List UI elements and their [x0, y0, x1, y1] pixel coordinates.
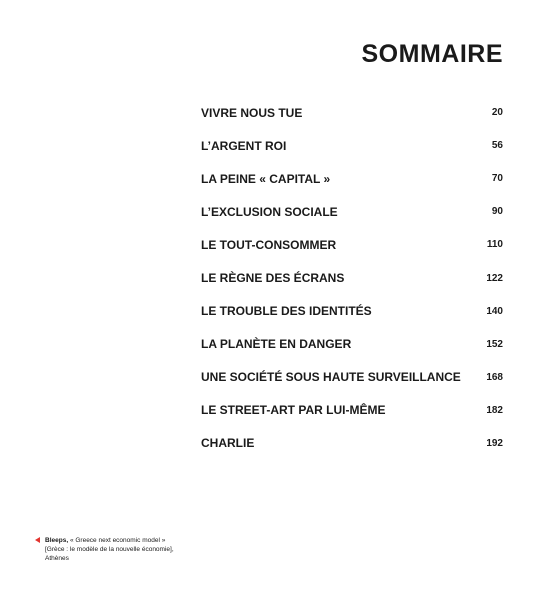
toc-entry-title: UNE SOCIÉTÉ SOUS HAUTE SURVEILLANCE — [201, 370, 461, 385]
toc-entry-page-number: 70 — [491, 173, 503, 185]
toc-entry-page-number: 90 — [491, 206, 503, 218]
toc-entry[interactable] — [201, 195, 503, 228]
toc-entry[interactable] — [201, 295, 503, 328]
toc-entry-page-number: 152 — [486, 338, 503, 350]
left-pointer-icon — [35, 537, 40, 543]
toc-entry[interactable] — [201, 228, 503, 261]
toc-entry[interactable] — [201, 427, 503, 460]
toc-entry-title: LE RÈGNE DES ÉCRANS — [201, 271, 345, 286]
toc-entry-title: L’EXCLUSION SOCIALE — [201, 204, 338, 219]
toc-entry[interactable] — [201, 162, 503, 195]
toc-entry-page-number: 110 — [486, 239, 503, 251]
toc-entry-title: CHARLIE — [201, 436, 255, 451]
toc-entry-page-number: 168 — [486, 371, 503, 383]
toc-entry-title: VIVRE NOUS TUE — [201, 105, 303, 120]
caption-work-title: « Greece next economic model » — [69, 537, 166, 544]
toc-entry-page-number: 56 — [491, 140, 503, 152]
toc-entry-title: LE TROUBLE DES IDENTITÉS — [201, 304, 372, 319]
toc-entry-title: LA PLANÈTE EN DANGER — [201, 337, 352, 352]
toc-entry[interactable] — [201, 361, 503, 394]
toc-entry[interactable] — [201, 261, 503, 294]
page-title: SOMMAIRE — [361, 40, 503, 68]
toc-entry[interactable] — [201, 96, 503, 129]
toc-entry-page-number: 192 — [486, 437, 503, 449]
toc-entry[interactable] — [201, 328, 503, 361]
toc-entry-page-number: 182 — [486, 404, 503, 416]
toc-entry[interactable] — [201, 394, 503, 427]
table-of-contents — [201, 96, 503, 460]
toc-entry-title: LA PEINE « CAPITAL » — [201, 171, 331, 186]
toc-entry[interactable] — [201, 129, 503, 162]
caption-translation: [Grèce : le modèle de la nouvelle économie], — [45, 546, 174, 553]
toc-entry-page-number: 20 — [491, 107, 503, 119]
caption-first-line — [35, 536, 174, 545]
toc-entry-title: LE STREET-ART PAR LUI-MÊME — [201, 403, 386, 418]
toc-entry-page-number: 140 — [486, 305, 503, 317]
caption-location: Athènes — [45, 555, 69, 562]
toc-entry-page-number: 122 — [486, 272, 503, 284]
image-caption — [35, 536, 174, 563]
toc-entry-title: LE TOUT-CONSOMMER — [201, 237, 337, 252]
caption-artist: Bleeps, — [45, 537, 69, 544]
toc-entry-title: L’ARGENT ROI — [201, 138, 287, 153]
